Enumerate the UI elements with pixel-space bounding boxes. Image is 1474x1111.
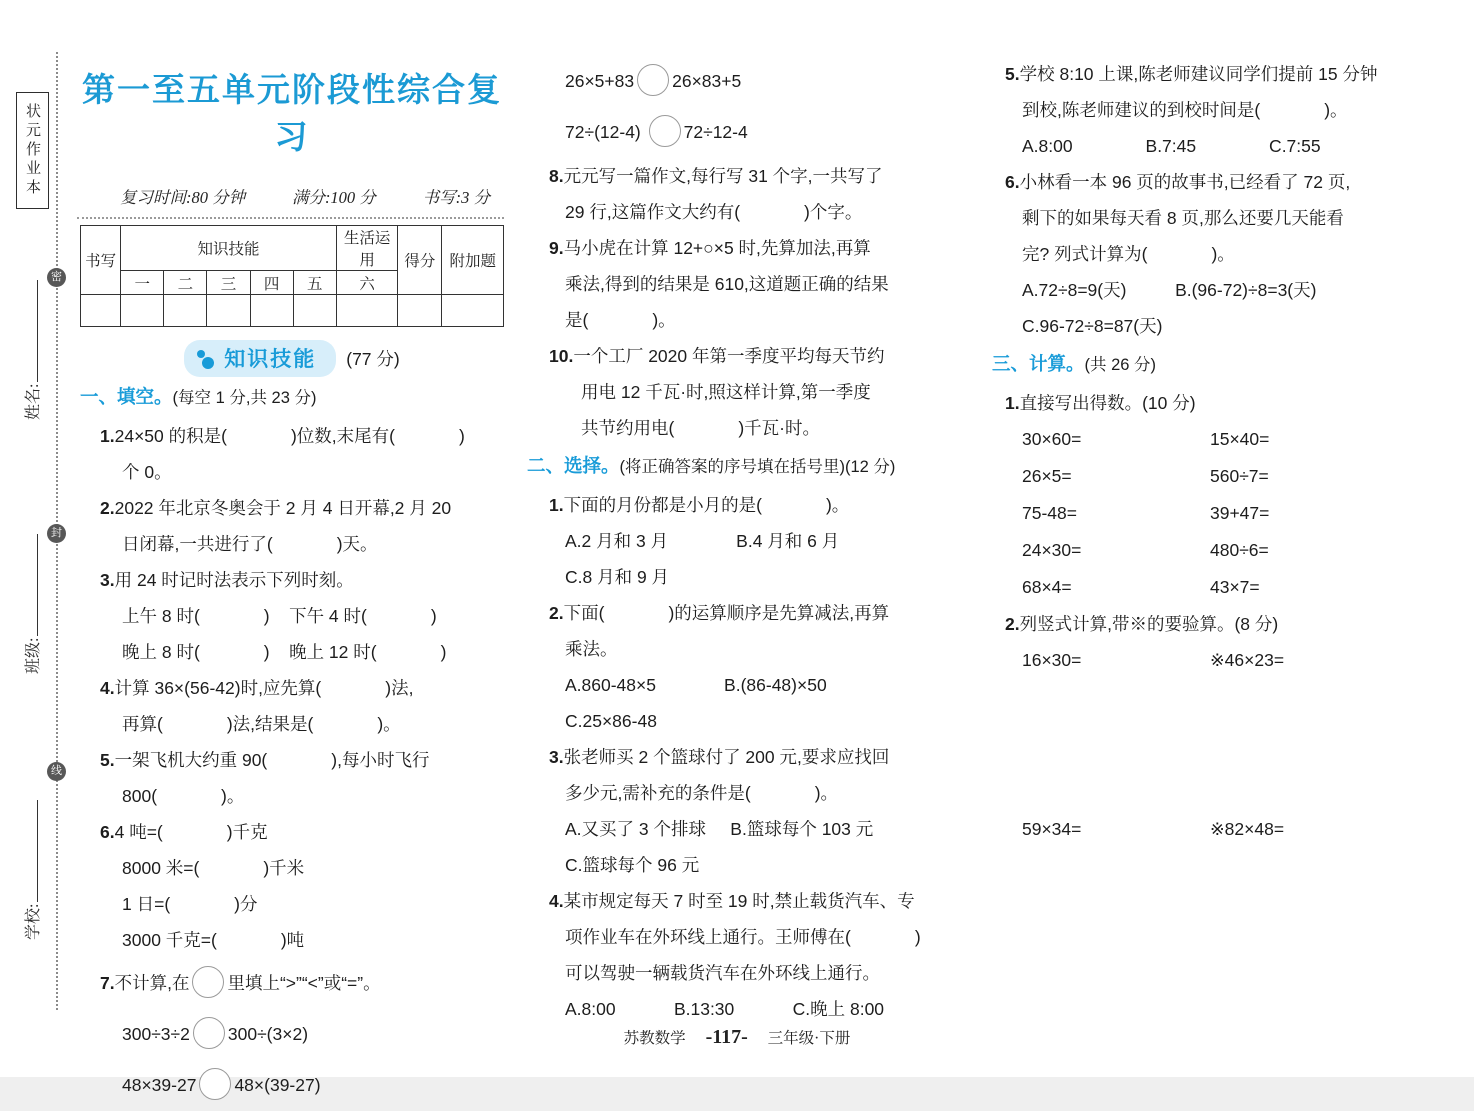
answer-circle-blank	[192, 966, 224, 998]
seal-char-mi: 密	[47, 268, 66, 287]
question-line: 3.用 24 时记时法表示下列时刻。	[100, 570, 354, 590]
equation-left: 16×30=	[1022, 650, 1082, 670]
question-line: 8.元元写一篇作文,每行写 31 个字,一共写了	[549, 166, 883, 186]
question-line: C.96-72÷8=87(天)	[1022, 316, 1163, 336]
question-line: 乘法。	[565, 639, 618, 659]
answer-circle-blank	[637, 64, 669, 96]
question-line: 是( )。	[565, 310, 676, 330]
score-sub-3: 三	[207, 271, 250, 295]
question-line: 4.计算 36×(56-42)时,应先算( )法,	[100, 678, 414, 698]
score-col-life: 生活运用	[336, 226, 398, 271]
section-heading	[80, 377, 504, 418]
question-line: 可以驾驶一辆载货汽车在外环线上通行。	[565, 963, 880, 983]
page-footer	[0, 1026, 1474, 1049]
page-title: 第一至五单元阶段性综合复习	[82, 73, 502, 156]
question-line: 2.2022 年北京冬奥会于 2 月 4 日开幕,2 月 20	[100, 498, 452, 518]
equation-right: 15×40=	[1210, 429, 1270, 449]
score-sub-2: 二	[164, 271, 207, 295]
question-line: 3000 千克=( )吨	[122, 930, 305, 950]
question-line: 6.小林看一本 96 页的故事书,已经看了 72 页,	[1005, 172, 1351, 192]
question-line: 剩下的如果每天看 8 页,那么还要几天能看	[1022, 208, 1344, 228]
score-sub-5: 五	[293, 271, 336, 295]
equation-pair	[992, 811, 1456, 848]
equation-pair	[992, 642, 1456, 679]
questions-left	[80, 377, 504, 1111]
score-cell-empty	[164, 295, 207, 327]
equation-left: 75-48=	[1022, 503, 1077, 523]
footer-book-name: 苏教数学	[623, 1030, 686, 1047]
question-line: 多少元,需补充的条件是( )。	[565, 783, 839, 803]
question-line: 7.不计算,在 里填上“>”“<”或“=”。	[80, 958, 504, 1009]
school-blank-line	[24, 800, 38, 902]
question-line: 6.4 吨=( )千克	[100, 822, 268, 842]
section-heading-note: (每空 1 分,共 23 分)	[172, 389, 317, 407]
question-line: 5.一架飞机大约重 90( ),每小时飞行	[100, 750, 430, 770]
question-line: 项作业车在外环线上通行。王师傅在( )	[565, 927, 921, 947]
question-line: 1.直接写出得数。(10 分)	[1005, 393, 1196, 413]
question-line: 300÷3÷2 300÷(3×2)	[80, 1009, 504, 1060]
class-field	[20, 534, 43, 674]
question-line: 29 行,这篇作文大约有( )个字。	[565, 202, 863, 222]
question-line: 日闭幕,一共进行了( )天。	[122, 534, 378, 554]
equation-pair	[992, 532, 1456, 569]
question-line: 共节约用电( )千瓦·时。	[581, 418, 820, 438]
seal-char-feng: 封	[47, 524, 66, 543]
question-line: A.8:00 B.13:30 C.晚上 8:00	[565, 999, 885, 1019]
question-line: 2.列竖式计算,带※的要验算。(8 分)	[1005, 614, 1279, 634]
badge-points: (77 分)	[346, 349, 400, 369]
answer-circle-blank	[199, 1068, 231, 1100]
equation-right: 480÷6=	[1210, 540, 1269, 560]
working-space	[992, 679, 1456, 811]
section-heading-title: 三、计算。	[992, 353, 1085, 374]
question-line: 晚上 8 时( ) 晚上 12 时( )	[122, 642, 447, 662]
equation-right: ※46×23=	[1210, 650, 1285, 670]
equation-left: 59×34=	[1022, 819, 1082, 839]
score-col-writing: 书写	[81, 226, 121, 295]
score-cell-empty	[250, 295, 293, 327]
seal-char-xian: 线	[47, 762, 66, 781]
equation-pair	[992, 495, 1456, 532]
question-line: C.篮球每个 96 元	[565, 855, 700, 875]
section-heading	[527, 446, 981, 487]
question-line: A.8:00 B.7:45 C.7:55	[1022, 136, 1321, 156]
score-sub-1: 一	[121, 271, 164, 295]
review-time: 复习时间:80 分钟	[120, 188, 246, 207]
question-line: A.又买了 3 个排球 B.篮球每个 103 元	[565, 819, 874, 839]
questions-middle	[527, 56, 981, 1027]
score-table	[80, 225, 504, 327]
badge-dots-icon	[196, 348, 215, 369]
section-heading-note: (共 26 分)	[1084, 356, 1157, 374]
question-line: 乘法,得到的结果是 610,这道题正确的结果	[565, 274, 889, 294]
footer-grade-label: 三年级·下册	[767, 1030, 851, 1047]
question-line: A.860-48×5 B.(86-48)×50	[565, 675, 827, 695]
score-cell-empty	[442, 295, 504, 327]
question-line: 48×39-27 48×(39-27)	[80, 1060, 504, 1111]
badge-label: 知识技能	[224, 348, 317, 371]
answer-circle-blank	[649, 115, 681, 147]
writing-score: 书写:3 分	[422, 188, 490, 207]
question-line: 1.下面的月份都是小月的是( )。	[549, 495, 850, 515]
question-line: 72÷(12-4) 72÷12-4	[527, 107, 981, 158]
score-cell-empty	[293, 295, 336, 327]
question-line: 个 0。	[122, 462, 172, 482]
score-cell-empty	[207, 295, 250, 327]
equation-pair	[992, 569, 1456, 606]
name-field	[20, 280, 43, 420]
equation-left: 26×5=	[1022, 466, 1072, 486]
question-line: 26×5+83 26×83+5	[527, 56, 981, 107]
score-cell-empty	[121, 295, 164, 327]
name-field-label: 姓名:	[25, 383, 42, 420]
question-line: 完? 列式计算为( )。	[1022, 244, 1235, 264]
question-line: A.72÷8=9(天) B.(96-72)÷8=3(天)	[1022, 280, 1317, 300]
question-line: 再算( )法,结果是( )。	[122, 714, 401, 734]
score-col-bonus: 附加题	[442, 226, 504, 295]
equation-right: ※82×48=	[1210, 819, 1285, 839]
section-heading	[992, 344, 1456, 385]
name-blank-line	[24, 280, 38, 382]
exam-meta-row	[120, 184, 490, 208]
equation-left: 68×4=	[1022, 577, 1072, 597]
question-line: 4.某市规定每天 7 时至 19 时,禁止载货汽车、专	[549, 891, 915, 911]
question-line: 3.张老师买 2 个篮球付了 200 元,要求应找回	[549, 747, 890, 767]
equation-left: 30×60=	[1022, 429, 1082, 449]
question-line: 到校,陈老师建议的到校时间是( )。	[1022, 100, 1348, 120]
score-cell-empty	[336, 295, 398, 327]
equation-right: 560÷7=	[1210, 466, 1269, 486]
class-blank-line	[24, 534, 38, 636]
question-line: 上午 8 时( ) 下午 4 时( )	[122, 606, 437, 626]
dotted-divider	[77, 217, 504, 219]
question-line: 8000 米=( )千米	[122, 858, 305, 878]
equation-pair	[992, 421, 1456, 458]
question-line: 9.马小虎在计算 12+○×5 时,先算加法,再算	[549, 238, 871, 258]
score-col-score: 得分	[398, 226, 442, 295]
school-field	[20, 800, 43, 940]
section-heading-title: 二、选择。	[527, 455, 620, 476]
section-badge-row	[80, 340, 504, 377]
equation-left: 24×30=	[1022, 540, 1082, 560]
question-line: 1.24×50 的积是( )位数,末尾有( )	[100, 426, 465, 446]
workbook-brand-label: 状元作业本	[16, 92, 49, 209]
questions-right	[992, 56, 1456, 848]
column-middle	[527, 56, 981, 1027]
knowledge-skills-badge	[184, 340, 336, 377]
column-left	[80, 56, 504, 1111]
equation-pair	[992, 458, 1456, 495]
section-heading-note: (将正确答案的序号填在括号里)(12 分)	[619, 458, 896, 476]
column-right	[992, 56, 1456, 848]
question-line: 800( )。	[122, 786, 245, 806]
equation-right: 43×7=	[1210, 577, 1260, 597]
score-col-knowledge: 知识技能	[121, 226, 337, 271]
question-line: 10.一个工厂 2020 年第一季度平均每天节约	[549, 346, 885, 366]
footer-page-number: -117-	[705, 1026, 748, 1048]
score-sub-6: 六	[336, 271, 398, 295]
question-line: A.2 月和 3 月 B.4 月和 6 月	[565, 531, 840, 551]
question-line: 用电 12 千瓦·时,照这样计算,第一季度	[581, 382, 871, 402]
school-field-label: 学校:	[25, 903, 42, 940]
question-line: C.25×86-48	[565, 711, 657, 731]
question-line: C.8 月和 9 月	[565, 567, 670, 587]
full-score: 满分:100 分	[291, 188, 376, 207]
equation-right: 39+47=	[1210, 503, 1270, 523]
score-cell-empty	[81, 295, 121, 327]
class-field-label: 班级:	[25, 637, 42, 674]
question-line: 2.下面( )的运算顺序是先算减法,再算	[549, 603, 890, 623]
question-line: 1 日=( )分	[122, 894, 258, 914]
question-line: 5.学校 8:10 上课,陈老师建议同学们提前 15 分钟	[1005, 64, 1378, 84]
score-sub-4: 四	[250, 271, 293, 295]
score-cell-empty	[398, 295, 442, 327]
section-heading-title: 一、填空。	[80, 386, 173, 407]
